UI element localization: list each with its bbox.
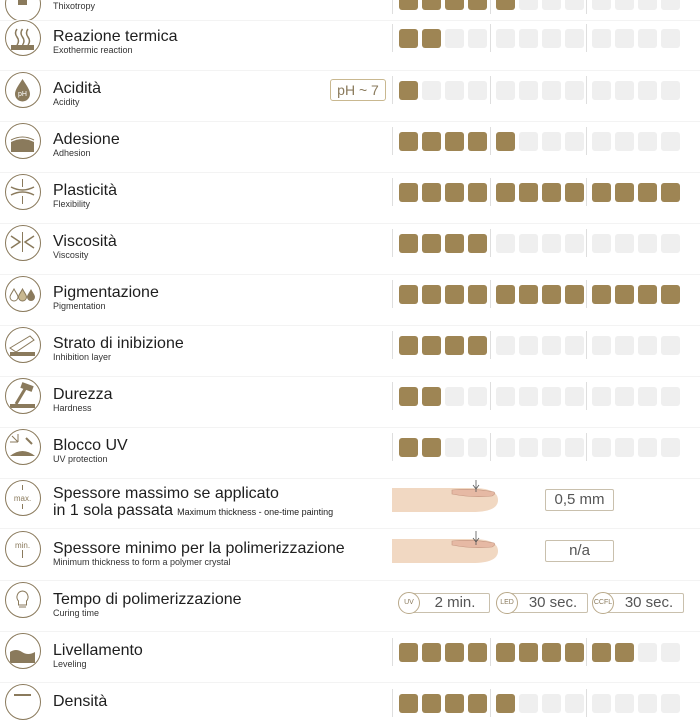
leveling-icon — [5, 633, 41, 669]
level-square-filled — [661, 183, 680, 202]
level-square-empty — [496, 438, 515, 457]
bar-divider — [392, 433, 393, 461]
level-square-empty — [445, 81, 464, 100]
level-square-empty — [661, 234, 680, 253]
level-square-empty — [638, 643, 657, 662]
min-thickness-value: n/a — [545, 540, 614, 562]
level-bar — [392, 127, 692, 155]
level-square-empty — [615, 336, 634, 355]
level-square-filled — [399, 183, 418, 202]
bar-divider — [490, 689, 491, 717]
level-square-empty — [542, 694, 561, 713]
level-square-empty — [661, 694, 680, 713]
finger-illustration-max — [392, 480, 502, 520]
level-square-filled — [399, 336, 418, 355]
level-square-filled — [592, 183, 611, 202]
uv-badge: UV — [398, 592, 420, 614]
bar-divider — [490, 433, 491, 461]
level-bar — [392, 280, 692, 308]
level-square-empty — [661, 438, 680, 457]
level-square-filled — [519, 285, 538, 304]
level-bar — [392, 433, 692, 461]
level-square-empty — [422, 81, 441, 100]
level-square-filled — [399, 81, 418, 100]
property-label-it: in 1 sola passata — [53, 502, 174, 519]
level-square-empty — [638, 29, 657, 48]
level-square-empty — [565, 387, 584, 406]
level-square-filled — [422, 643, 441, 662]
level-square-empty — [519, 132, 538, 151]
level-square-filled — [468, 183, 487, 202]
curing-uv-value: 2 min. — [434, 594, 476, 611]
level-square-filled — [422, 29, 441, 48]
lamp-icon — [5, 582, 41, 618]
level-square-filled — [445, 336, 464, 355]
level-square-empty — [661, 336, 680, 355]
property-label-it: Tempo di polimerizzazione — [53, 591, 242, 608]
level-square-filled — [468, 132, 487, 151]
level-square-empty — [638, 694, 657, 713]
bar-divider — [490, 382, 491, 410]
level-square-empty — [468, 29, 487, 48]
flexibility-icon — [5, 174, 41, 210]
level-square-filled — [565, 643, 584, 662]
level-square-empty — [542, 29, 561, 48]
bar-divider — [392, 331, 393, 359]
ph-value-badge: pH ~ 7 — [330, 79, 386, 101]
bar-divider — [586, 382, 587, 410]
bar-divider — [586, 229, 587, 257]
level-square-filled — [422, 285, 441, 304]
bar-divider — [392, 76, 393, 104]
level-square-filled — [445, 694, 464, 713]
property-label-en: Adhesion — [53, 148, 91, 158]
level-square-empty — [565, 234, 584, 253]
inhibition-layer-icon — [5, 327, 41, 363]
level-square-filled — [399, 29, 418, 48]
level-square-empty — [542, 0, 561, 10]
level-square-filled — [422, 387, 441, 406]
level-square-empty — [661, 387, 680, 406]
bar-divider — [392, 178, 393, 206]
property-label-en: Acidity — [53, 97, 80, 107]
ph-drop-icon — [5, 72, 41, 108]
level-square-empty — [496, 234, 515, 253]
property-label-it-line2 — [53, 502, 333, 521]
bar-divider — [392, 229, 393, 257]
bar-divider — [392, 638, 393, 666]
level-square-empty — [661, 643, 680, 662]
level-square-filled — [399, 438, 418, 457]
bar-divider — [392, 127, 393, 155]
ccfl-badge: CCFL — [592, 592, 614, 614]
bar-divider — [490, 76, 491, 104]
bar-divider — [490, 280, 491, 308]
property-label-it: Acidità — [53, 80, 102, 97]
curing-ccfl — [592, 592, 684, 614]
level-square-filled — [615, 183, 634, 202]
level-square-empty — [519, 694, 538, 713]
level-square-empty — [615, 694, 634, 713]
level-bar — [392, 689, 692, 717]
level-square-empty — [615, 234, 634, 253]
level-square-filled — [468, 694, 487, 713]
level-square-filled — [445, 183, 464, 202]
level-square-filled — [565, 183, 584, 202]
level-bar — [392, 178, 692, 206]
property-label-en: Viscosity — [53, 250, 89, 260]
bar-divider — [392, 0, 393, 14]
level-square-filled — [496, 132, 515, 151]
bar-divider — [490, 178, 491, 206]
level-square-empty — [496, 336, 515, 355]
viscosity-icon — [5, 225, 41, 261]
level-square-filled — [422, 694, 441, 713]
level-bar — [392, 0, 692, 14]
level-square-empty — [661, 0, 680, 10]
bar-divider — [392, 280, 393, 308]
svg-text:min.: min. — [14, 541, 31, 550]
level-square-filled — [399, 132, 418, 151]
property-label-it: Reazione termica — [53, 28, 178, 45]
property-label-it: Strato di inibizione — [53, 335, 184, 352]
level-square-empty — [615, 81, 634, 100]
level-square-empty — [615, 132, 634, 151]
level-square-empty — [542, 336, 561, 355]
finger-illustration-min — [392, 531, 502, 571]
level-square-empty — [592, 0, 611, 10]
svg-text:pH: pH — [18, 91, 27, 98]
level-square-empty — [519, 336, 538, 355]
level-square-filled — [422, 132, 441, 151]
level-square-filled — [542, 285, 561, 304]
level-square-empty — [592, 81, 611, 100]
max-thickness-icon — [5, 480, 41, 516]
bar-divider — [586, 178, 587, 206]
level-square-empty — [445, 29, 464, 48]
level-square-empty — [638, 387, 657, 406]
level-square-filled — [445, 132, 464, 151]
property-label-en: Curing time — [53, 608, 100, 618]
level-square-empty — [496, 387, 515, 406]
bar-divider — [586, 433, 587, 461]
level-square-filled — [422, 0, 441, 10]
bar-divider — [490, 331, 491, 359]
level-square-filled — [592, 285, 611, 304]
level-square-empty — [445, 438, 464, 457]
level-square-filled — [399, 234, 418, 253]
level-bar — [392, 382, 692, 410]
level-square-empty — [519, 234, 538, 253]
curing-led — [496, 592, 588, 614]
level-square-filled — [445, 234, 464, 253]
property-label-it: Durezza — [53, 386, 113, 403]
level-square-filled — [542, 183, 561, 202]
level-square-filled — [399, 694, 418, 713]
bar-divider — [586, 689, 587, 717]
level-square-filled — [399, 387, 418, 406]
level-square-empty — [542, 438, 561, 457]
property-label-en: Inhibition layer — [53, 352, 112, 362]
bar-divider — [586, 24, 587, 52]
level-bar — [392, 76, 692, 104]
property-label-it-line1: Spessore massimo se applicato — [53, 485, 279, 502]
level-bar — [392, 229, 692, 257]
level-square-filled — [422, 234, 441, 253]
property-label-it: Pigmentazione — [53, 284, 159, 301]
max-thickness-value: 0,5 mm — [545, 489, 614, 511]
level-square-filled — [496, 694, 515, 713]
level-square-filled — [468, 0, 487, 10]
level-square-filled — [519, 643, 538, 662]
level-square-empty — [638, 438, 657, 457]
level-square-empty — [615, 29, 634, 48]
level-square-filled — [496, 0, 515, 10]
level-bar — [392, 638, 692, 666]
bar-divider — [586, 76, 587, 104]
level-square-empty — [592, 336, 611, 355]
level-square-empty — [468, 81, 487, 100]
svg-text:max.: max. — [13, 494, 32, 503]
bar-divider — [586, 0, 587, 14]
level-square-filled — [615, 643, 634, 662]
level-square-filled — [661, 285, 680, 304]
level-square-empty — [565, 132, 584, 151]
level-square-empty — [638, 81, 657, 100]
level-square-filled — [445, 0, 464, 10]
level-square-empty — [519, 0, 538, 10]
level-square-filled — [422, 438, 441, 457]
level-square-empty — [592, 234, 611, 253]
level-square-empty — [661, 132, 680, 151]
level-square-filled — [468, 643, 487, 662]
property-label-it: Livellamento — [53, 642, 143, 659]
level-square-empty — [468, 438, 487, 457]
min-thickness-icon — [5, 531, 41, 567]
level-square-filled — [422, 183, 441, 202]
heat-waves-icon — [5, 20, 41, 56]
level-square-empty — [592, 387, 611, 406]
level-square-empty — [468, 387, 487, 406]
level-square-empty — [638, 336, 657, 355]
level-square-empty — [565, 438, 584, 457]
property-label-en: Maximum thickness - one-time painting — [177, 507, 334, 517]
level-square-empty — [661, 81, 680, 100]
level-square-empty — [638, 0, 657, 10]
led-badge: LED — [496, 592, 518, 614]
level-square-filled — [638, 285, 657, 304]
property-label-it: Spessore minimo per la polimerizzazione — [53, 540, 345, 557]
bar-divider — [586, 280, 587, 308]
level-square-empty — [565, 29, 584, 48]
level-square-filled — [399, 0, 418, 10]
bar-divider — [586, 638, 587, 666]
level-square-filled — [565, 285, 584, 304]
curing-uv — [398, 592, 490, 614]
level-square-empty — [638, 132, 657, 151]
level-square-empty — [615, 0, 634, 10]
level-square-filled — [399, 285, 418, 304]
level-square-empty — [542, 81, 561, 100]
level-square-empty — [519, 29, 538, 48]
property-label-en: Pigmentation — [53, 301, 106, 311]
level-square-filled — [592, 643, 611, 662]
property-label-en: Minimum thickness to form a polymer crystal — [53, 557, 231, 567]
property-label-en: Leveling — [53, 659, 87, 669]
curing-led-value: 30 sec. — [528, 594, 578, 611]
bar-divider — [490, 0, 491, 14]
level-square-empty — [565, 694, 584, 713]
level-square-filled — [542, 643, 561, 662]
level-square-empty — [592, 132, 611, 151]
level-square-empty — [592, 694, 611, 713]
level-square-empty — [496, 29, 515, 48]
density-icon — [5, 684, 41, 720]
bar-divider — [392, 689, 393, 717]
level-square-empty — [542, 387, 561, 406]
property-label-it: Viscosità — [53, 233, 117, 250]
bar-divider — [392, 24, 393, 52]
uv-block-icon — [5, 429, 41, 465]
property-label-en: Exothermic reaction — [53, 45, 133, 55]
level-bar — [392, 331, 692, 359]
level-square-empty — [519, 387, 538, 406]
level-square-empty — [661, 29, 680, 48]
level-square-empty — [565, 336, 584, 355]
level-square-filled — [468, 234, 487, 253]
level-bar — [392, 24, 692, 52]
level-square-empty — [496, 81, 515, 100]
adhesion-icon — [5, 123, 41, 159]
property-label-en: Thixotropy — [53, 1, 96, 11]
level-square-filled — [468, 285, 487, 304]
level-square-empty — [519, 81, 538, 100]
bar-divider — [490, 127, 491, 155]
level-square-filled — [496, 643, 515, 662]
level-square-empty — [565, 81, 584, 100]
property-label-en: UV protection — [53, 454, 108, 464]
level-square-empty — [638, 234, 657, 253]
bar-divider — [586, 331, 587, 359]
property-label-it: Plasticità — [53, 182, 118, 199]
level-square-empty — [542, 234, 561, 253]
property-label-it: Blocco UV — [53, 437, 128, 454]
level-square-filled — [496, 285, 515, 304]
level-square-filled — [445, 285, 464, 304]
level-square-filled — [445, 643, 464, 662]
bar-divider — [490, 229, 491, 257]
level-square-filled — [638, 183, 657, 202]
level-square-filled — [468, 336, 487, 355]
bar-divider — [490, 24, 491, 52]
level-square-filled — [615, 285, 634, 304]
property-label-it: Adesione — [53, 131, 120, 148]
level-square-filled — [399, 643, 418, 662]
bar-divider — [392, 382, 393, 410]
level-square-empty — [565, 0, 584, 10]
level-square-filled — [496, 183, 515, 202]
property-label-en: Flexibility — [53, 199, 91, 209]
pigment-drops-icon — [5, 276, 41, 312]
level-square-empty — [592, 438, 611, 457]
bar-divider — [586, 127, 587, 155]
level-square-empty — [615, 438, 634, 457]
level-square-filled — [519, 183, 538, 202]
level-square-empty — [592, 29, 611, 48]
hammer-icon — [5, 378, 41, 414]
thixotropy-icon — [5, 0, 41, 22]
level-square-filled — [422, 336, 441, 355]
level-square-empty — [445, 387, 464, 406]
property-label-it: Densità — [53, 693, 108, 710]
level-square-empty — [519, 438, 538, 457]
level-square-empty — [542, 132, 561, 151]
curing-ccfl-value: 30 sec. — [624, 594, 674, 611]
bar-divider — [490, 638, 491, 666]
level-square-empty — [615, 387, 634, 406]
property-label-en: Hardness — [53, 403, 92, 413]
